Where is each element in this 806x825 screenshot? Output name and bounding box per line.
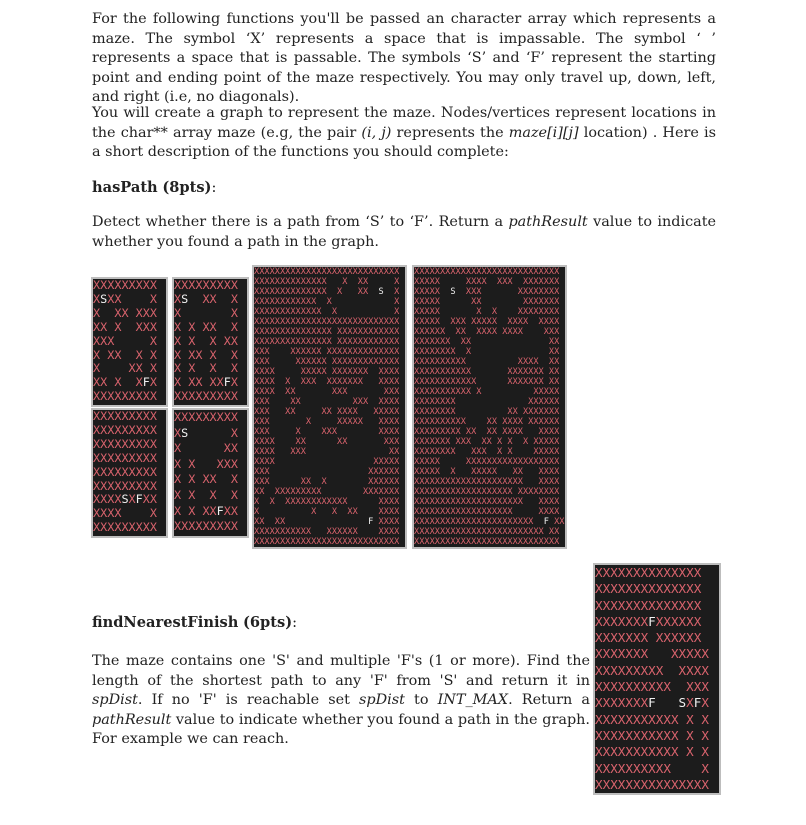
intro-paragraph-2: You will create a graph to represent the maze. Nodes/vertices represent locations in the char** array maze (e.g, the pair (i, j) represents the maze[i][j] location) . Here is a short description of the functions you should complete:	[92, 105, 716, 160]
maze-small-c	[91, 408, 168, 538]
maze-grid: XXXXXXXXXXXXXX XXXXXXXXXXXXXX XXXXXXXXXXXXXX XXXXXXXFXXXXXX XXXXXXX XXXXXX XXXXXXX XXXXX XXXXXXXXX XXXX XXXXXXXXXX XXX XXXXXXXF SXFX XXXXXXXXXXX X X XXXXXXXXXXX X X XXXXXXXXXXX X X XXXXXXXXXX X XXXXXXXXXXXXXXX	[595, 565, 709, 792]
findnearest-heading: findNearestFinish (6pts):	[92, 614, 298, 631]
maze-grid: XXXXXXXXX XSXX X X XX XXX XX X XXX XXX X X XX X X X XX X XX X XFX XXXXXXXXX	[93, 278, 157, 404]
maze-small-b	[172, 277, 249, 407]
maze-grid: XXXXXXXXX XS XX X X X X X XX X X X X XX X XX X X X X X X X XX XXFX XXXXXXXXX	[174, 278, 238, 404]
findnearest-description: The maze contains one 'S' and multiple 'F's (1 or more). Find the length of the shortest path to any 'F' from 'S' and return it in spDist. If no 'F' is reachable set spDist to INT_MAX. Return a pathResult value to indicate whether you found a path in the graph. For example we can reach.	[92, 653, 590, 747]
maze-small-d	[172, 408, 249, 538]
maze-grid: XXXXXXXXX XS X X XX X X XXX X X XX X X X X X X X XXFXX XXXXXXXXX	[174, 410, 238, 534]
maze-small-a	[91, 277, 168, 407]
maze-large-b	[412, 265, 567, 549]
maze-grid: XXXXXXXXXXXXXXXXXXXXXXXXXXXX XXXXX XXXX XXX XXXXXXX XXXXX S XXX XXXXXXXX XXXXX XX XXXXXXX XXXXX X X XXXXXXXX XXXXX XXX XXXXX XXXX XXXX XXXXXX XX XXXX XXXX XXX XXXXXXX XX XX XXXXXXXX X XX XXXXXXXXXX XXXX XX XXXXXXXXXXX XXXXXXX XX XXXXXXXXXXXX XXXXXXX XX XXXXXXXXXXX X XXXXX XXXXXXXX XXXXXX XXXXXXXX XX XXXXXXX XXXXXXXXXX XX XXXX XXXXXX XXXXXXXXX XX XX XXXX XXXX XXXXXXX XXX XX X X X XXXXX XXXXXXXX XXX X X XXXXX XXXXX XXXXXXXXXXXXXXXXXX XXXXX X XXXXX XX XXXX XXXXXXXXXXXXXXXXXXXXX XXXX XXXXXXXXXXXXXXXXXXX XXXXXXXX XXXXXXXXXXXXXXXXXXXXX XXXX XXXXXXXXXXXXXXXXXXX XXXX XXXXXXXXXXXXXXXXXXXXXXX F XX XXXXXXXXXXXXXXXXXXXXXXXXX XX XXXXXXXXXXXXXXXXXXXXXXXXXXXX	[414, 267, 565, 547]
maze-grid: XXXXXXXXXXXXXXXXXXXXXXXXXXXX XXXXXXXXXXXXXX X XX X XXXXXXXXXXXXXX X XX S X XXXXXXXXXXXX X X XXXXXXXXXXXXX X X XXXXXXXXXXXXXXXXXXXXXXXXXXXX XXXXXXXXXXXXXXX XXXXXXXXXXXX XXXXXXXXXXXXXXX XXXXXXXXXXXX XXX XXXXXX XXXXXXXXXXXXXX XXX XXXXXX XXXXXXXXXXXXX XXXX XXXXX XXXXXXX XXXX XXXX X XXX XXXXXXX XXXX XXXX XX XXX XXX XXX XX XXX XXXX XXX XX XX XXXX XXXXX XXX X XXXXX XXXX XXX X XXX XXXX XXXX XX XX XXX XXXX XXX XX XXXX XXXXX XXX XXXXXX XXX XX X XXXXXX XX XXXXXXXXX XXXXXXX X X XXXXXXXXXXXX XXXX X X X XX XXXX XX XX F XXXX XXXXXXXXXXX XXXXXX XXXX XXXXXXXXXXXXXXXXXXXXXXXXXXXX	[254, 267, 400, 547]
maze-findnearest-example	[593, 563, 721, 795]
intro-paragraph-1: For the following functions you'll be passed an character array which represents a maze. The symbol ‘X’ represents a space that is impassable. The symbol ‘ ’ represents a space that is passable. The symbols ‘S’ and ‘F’ represent the starting point and ending point of the maze respectively. You may only travel up, down, left, and right (i.e, no diagonals).	[92, 11, 716, 105]
haspath-description: Detect whether there is a path from ‘S’ to ‘F’. Return a pathResult value to indicate whether you found a path in the graph.	[92, 214, 717, 250]
haspath-heading: hasPath (8pts):	[92, 179, 217, 196]
maze-grid: XXXXXXXXX XXXXXXXXX XXXXXXXXX XXXXXXXXX XXXXXXXXX XXXXXXXXX XXXXSXFXX XXXX X XXXXXXXXX	[93, 409, 157, 535]
maze-large-a	[252, 265, 407, 549]
